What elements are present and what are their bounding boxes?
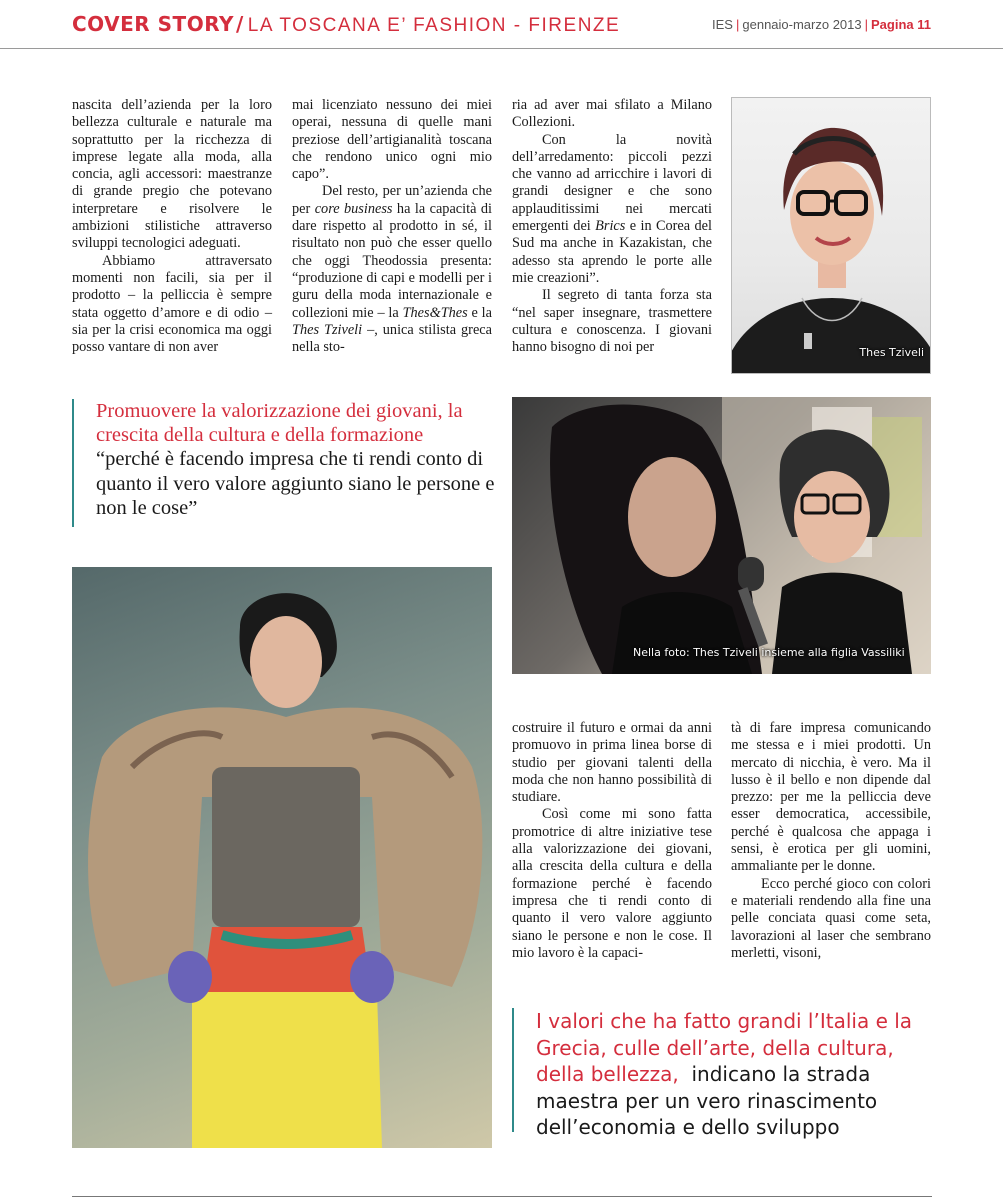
emphasis: Thes&Thes <box>402 304 468 321</box>
issue-info <box>712 17 931 32</box>
paragraph <box>512 132 712 288</box>
pull-quote-text: indicano la strada maestra per un vero rinascimento dell’economia e dello sviluppo <box>536 1062 878 1139</box>
portrait-caption: Thes Tziveli <box>859 346 924 359</box>
footer-rule <box>72 1196 932 1197</box>
page-number: Pagina 11 <box>871 17 931 32</box>
pull-quote-highlight: I valori che ha fatto grandi l’Italia e la Grecia, culle dell’arte, della cultura, della bellezza, <box>536 1009 913 1086</box>
interview-photo <box>512 397 931 674</box>
text-column-1 <box>72 97 272 356</box>
separator: | <box>735 17 740 32</box>
section-subtitle: LA TOSCANA E’ FASHION - FIRENZE <box>247 15 621 36</box>
emphasis: core business <box>314 200 393 217</box>
text-run: Del resto, per un’azienda che per <box>292 183 492 217</box>
text-column-4 <box>512 720 712 962</box>
runway-illustration <box>72 567 492 1148</box>
section-heading <box>72 12 620 37</box>
runway-photo <box>72 567 492 1148</box>
magazine-name: IES <box>712 17 733 32</box>
portrait-illustration <box>732 98 931 374</box>
page-header <box>0 0 1003 49</box>
paragraph: nascita dell’azienda per la loro bellezza culturale e naturale ma soprattutto per la ricchezza di imprese legate alla moda, alla concia, agli accessori: maestranze di grande pregio che potevano interpretare e risolvere le ambizioni stilistiche attraverso sviluppi tecnologici adeguati. <box>72 97 272 252</box>
pull-quote-text: “perché è facendo impresa che ti rendi conto di quanto il vero valore aggiunto siano le persone e non le cose” <box>96 448 495 519</box>
section-label: COVER STORY <box>72 12 234 36</box>
text-column-2 <box>292 97 492 356</box>
text-run: –, unica stilista greca nella sto- <box>292 321 492 356</box>
paragraph: Ecco perché gioco con colori e materiali rendendo alla fine una pelle conciata quasi come seta, lavorazioni al laser che sembrano merletti, visoni, <box>731 875 931 961</box>
text-column-5 <box>731 720 931 962</box>
paragraph: Abbiamo attraversato momenti non facili, sia per il prodotto – la pelliccia è sempre stata oggetto d’amore e di odio – sia per la crisi economica ma oggi posso vantare di non aver <box>72 252 272 356</box>
text-run: e in Corea del Sud ma anche in Kazakistan, che adesso sta aprendo le porte alle mie creazioni”. <box>512 218 712 286</box>
text-run: e la <box>467 304 493 321</box>
issue-date: gennaio-marzo 2013 <box>742 17 862 32</box>
pull-quote-highlight: Promuovere la valorizzazione dei giovani, la crescita della cultura e della formazione <box>96 400 463 446</box>
emphasis: Thes Tziveli <box>292 321 363 338</box>
pull-quote-2 <box>512 1008 936 1139</box>
paragraph <box>292 183 492 356</box>
paragraph: Così come mi sono fatta promotrice di altre iniziative tese alla valorizzazione dei giovani, alla crescita della cultura e della formazione perché è facendo impresa che ti rendi conto di quanto il vero valore aggiunto siano le persone e non le cose. Il mio lavoro è la capaci- <box>512 806 712 961</box>
paragraph: Il segreto di tanta forza sta “nel saper insegnare, trasmettere cultura e conoscenza. I giovani hanno bisogno di noi per <box>512 287 712 356</box>
text-run: ha la capacità di dare rispetto al prodotto in sé, il risultato non può che esser quello che oggi Theodossia presenta: “produzione di capi e modelli per i guru della moda internazionale e collezioni mie – la <box>292 200 492 321</box>
emphasis: Brics <box>595 218 626 235</box>
interview-illustration <box>512 397 931 674</box>
paragraph: ria ad aver mai sfilato a Milano Collezioni. <box>512 97 712 131</box>
text-run: Con la novità dell’arredamento: piccoli pezzi che vanno ad arricchire i lavori di grandi designer e che sono applauditissimi nei mercati emergenti dei <box>512 131 712 235</box>
paragraph: mai licenziato nessuno dei miei operai, nessuna di quelle mani preziose dell’artigianalità toscana che rendono unico ogni mio capo”. <box>292 97 492 183</box>
interview-caption: Nella foto: Thes Tziveli insieme alla figlia Vassiliki <box>633 646 905 659</box>
paragraph: tà di fare impresa comunicando me stessa e i miei prodotti. Un mercato di nicchia, è vero. Ma il lusso è il bello e non dipende dal prezzo: per me la pelliccia deve esser democratica, accessibile, perché è qualcosa che appaga i sensi, è erotica per gli uomini, ammaliante per le donne. <box>731 720 931 875</box>
portrait-photo <box>731 97 931 374</box>
paragraph: costruire il futuro e ormai da anni promuovo in prima linea borse di studio per giovani talenti della moda che non hanno possibilità di studiare. <box>512 720 712 806</box>
separator: | <box>864 17 869 32</box>
section-slash: / <box>235 12 244 36</box>
pull-quote-body <box>536 1008 936 1141</box>
pull-quote-1 <box>72 399 516 527</box>
text-column-3 <box>512 97 712 356</box>
